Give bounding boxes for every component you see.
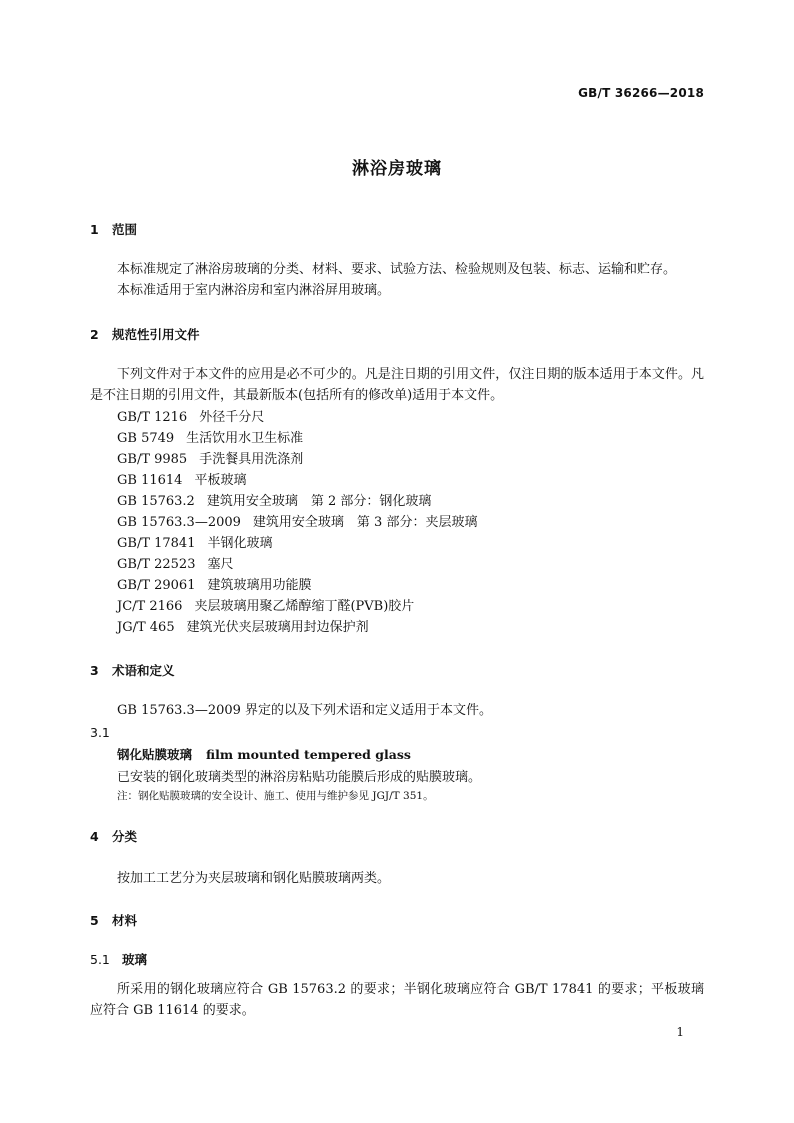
- reference-item: [117, 595, 414, 614]
- section-3-intro: GB 15763.3—2009 界定的以及下列术语和定义适用于本文件。: [117, 703, 493, 718]
- document-title: 淋浴房玻璃: [352, 159, 442, 179]
- section-2-heading: [90, 325, 200, 343]
- term-number: 3.1: [90, 725, 110, 740]
- section-number: 3: [90, 663, 99, 678]
- section-5-heading: [90, 911, 137, 929]
- reference-code: GB/T 17841: [117, 536, 196, 551]
- reference-code: GB/T 22523: [117, 557, 196, 572]
- reference-item: [117, 574, 312, 593]
- reference-title: 塞尺: [207, 557, 234, 572]
- section-4-heading: [90, 827, 137, 845]
- reference-item: [117, 427, 303, 446]
- section-number: 1: [90, 222, 99, 237]
- section-1-paragraph-2: 本标准适用于室内淋浴房和室内淋浴屏用玻璃。: [117, 283, 391, 298]
- reference-code: GB/T 1216: [117, 410, 188, 425]
- section-3-heading: [90, 661, 175, 679]
- section-1-heading: [90, 220, 137, 238]
- reference-code: GB/T 9985: [117, 452, 188, 467]
- reference-title: 生活饮用水卫生标准: [186, 431, 304, 446]
- section-number: 5: [90, 913, 99, 928]
- reference-code: GB 15763.3—2009: [117, 515, 241, 530]
- term-name: [117, 745, 411, 763]
- section-1-paragraph-1: 本标准规定了淋浴房玻璃的分类、材料、要求、试验方法、检验规则及包装、标志、运输和贮存。: [117, 262, 677, 277]
- reference-code: GB/T 29061: [117, 578, 196, 593]
- reference-title: 半钢化玻璃: [207, 536, 273, 551]
- reference-code: JC/T 2166: [117, 599, 183, 614]
- reference-title: 建筑用安全玻璃 第 3 部分：夹层玻璃: [252, 515, 478, 530]
- reference-code: GB 5749: [117, 431, 175, 446]
- section-number: 4: [90, 829, 99, 844]
- reference-title: 建筑用安全玻璃 第 2 部分：钢化玻璃: [206, 494, 432, 509]
- term-note: 注：钢化贴膜玻璃的安全设计、施工、使用与维护参见 JGJ/T 351。: [117, 790, 434, 802]
- reference-item: [117, 511, 477, 530]
- reference-code: GB 11614: [117, 473, 183, 488]
- section-title: 材料: [112, 913, 138, 928]
- reference-item: [117, 532, 273, 551]
- term-name-zh: 钢化贴膜玻璃: [117, 747, 193, 762]
- reference-item: [117, 406, 264, 425]
- reference-code: JG/T 465: [117, 620, 175, 635]
- section-number: 2: [90, 327, 99, 342]
- reference-title: 手洗餐具用洗涤剂: [199, 452, 304, 467]
- section-title: 分类: [112, 829, 138, 844]
- section-title: 范围: [112, 222, 138, 237]
- reference-item: [117, 553, 234, 572]
- reference-item: [117, 448, 303, 467]
- section-2-intro: 下列文件对于本文件的应用是必不可少的。凡是注日期的引用文件，仅注日期的版本适用于本文件。凡是不注日期的引用文件，其最新版本(包括所有的修改单)适用于本文件。: [90, 367, 704, 403]
- standard-code: GB/T 36266—2018: [578, 86, 704, 100]
- subsection-number: 5.1: [90, 952, 110, 967]
- section-title: 术语和定义: [112, 663, 175, 678]
- section-title: 规范性引用文件: [112, 327, 200, 342]
- reference-title: 建筑光伏夹层玻璃用封边保护剂: [186, 620, 369, 635]
- reference-item: [117, 616, 369, 635]
- section-4-paragraph: 按加工工艺分为夹层玻璃和钢化贴膜玻璃两类。: [117, 871, 391, 886]
- subsection-5-1-heading: [90, 950, 147, 968]
- page-number: 1: [676, 1025, 684, 1039]
- reference-item: [117, 490, 431, 509]
- reference-title: 外径千分尺: [199, 410, 265, 425]
- reference-item: [117, 469, 246, 488]
- reference-title: 夹层玻璃用聚乙烯醇缩丁醛(PVB)胶片: [194, 599, 415, 614]
- subsection-5-1-paragraph: 所采用的钢化玻璃应符合 GB 15763.2 的要求；半钢化玻璃应符合 GB/T 17841 的要求；平板玻璃应符合 GB 11614 的要求。: [90, 982, 704, 1018]
- term-name-en: film mounted tempered glass: [206, 747, 411, 762]
- reference-code: GB 15763.2: [117, 494, 195, 509]
- term-definition: 已安装的钢化玻璃类型的淋浴房粘贴功能膜后形成的贴膜玻璃。: [117, 770, 482, 785]
- subsection-title: 玻璃: [122, 952, 148, 967]
- reference-title: 建筑玻璃用功能膜: [207, 578, 312, 593]
- reference-title: 平板玻璃: [194, 473, 247, 488]
